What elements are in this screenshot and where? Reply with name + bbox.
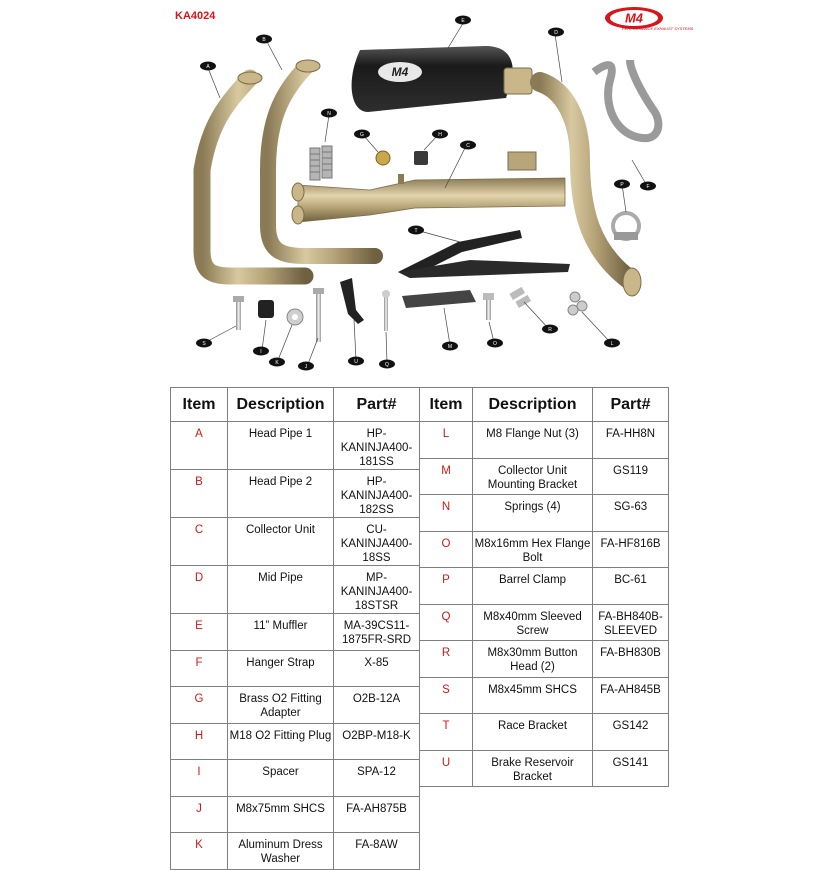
part-number-cell: GS141: [593, 750, 669, 787]
table-row: [420, 531, 669, 568]
table-row: [420, 458, 669, 495]
collector-bracket-m: [402, 290, 476, 308]
item-cell: R: [420, 641, 473, 678]
table-row: [171, 723, 420, 760]
washer-k: [287, 309, 303, 325]
table-row: [171, 566, 420, 614]
description-cell: Head Pipe 1: [228, 422, 334, 470]
svg-text:R: R: [548, 327, 552, 333]
svg-text:D: D: [554, 30, 558, 36]
svg-text:C: C: [466, 143, 470, 149]
springs-n: [310, 146, 332, 180]
part-number-cell: BC-61: [593, 568, 669, 605]
description-cell: M8x45mm SHCS: [473, 677, 593, 714]
svg-text:I: I: [260, 349, 262, 355]
description-cell: Collector Unit Mounting Bracket: [473, 458, 593, 495]
item-cell: A: [171, 422, 228, 470]
svg-text:F: F: [646, 184, 650, 190]
description-cell: M8 Flange Nut (3): [473, 422, 593, 459]
callout-e: [455, 16, 471, 25]
screw-s: [233, 296, 244, 330]
callout-s: [196, 339, 212, 348]
item-cell: M: [420, 458, 473, 495]
part-number-cell: FA-HF816B: [593, 531, 669, 568]
item-header: Item: [420, 388, 473, 422]
item-cell: F: [171, 650, 228, 687]
o2-fitting-g: [376, 151, 390, 165]
callout-a: [200, 62, 216, 71]
table-header-row: [420, 388, 669, 422]
table-row: [171, 470, 420, 518]
svg-text:O: O: [493, 341, 497, 347]
part-number-cell: GS119: [593, 458, 669, 495]
part-number-cell: MP-KANINJA400-18STSR: [334, 566, 420, 614]
part-number-cell: FA-HH8N: [593, 422, 669, 459]
svg-text:G: G: [360, 132, 364, 138]
table-row: [171, 518, 420, 566]
race-bracket-t: [398, 230, 570, 278]
description-cell: Springs (4): [473, 495, 593, 532]
svg-text:K: K: [275, 360, 279, 366]
description-cell: M8x75mm SHCS: [228, 796, 334, 833]
item-cell: C: [171, 518, 228, 566]
barrel-clamp-p: [613, 213, 639, 240]
callout-d: [548, 28, 564, 37]
callout-f: [640, 182, 656, 191]
item-cell: S: [420, 677, 473, 714]
description-cell: 11” Muffler: [228, 614, 334, 651]
description-cell: M18 O2 Fitting Plug: [228, 723, 334, 760]
item-cell: D: [171, 566, 228, 614]
item-cell: P: [420, 568, 473, 605]
description-cell: Mid Pipe: [228, 566, 334, 614]
description-cell: Race Bracket: [473, 714, 593, 751]
kit-code: KA4024: [175, 10, 216, 22]
callout-p: [614, 180, 630, 189]
part-number-cell: SPA-12: [334, 760, 420, 797]
table-row: [420, 604, 669, 641]
svg-text:H: H: [438, 132, 442, 138]
item-cell: H: [171, 723, 228, 760]
callout-k: [269, 358, 285, 367]
callout-r: [542, 325, 558, 334]
table-row: [420, 422, 669, 459]
callout-b: [256, 35, 272, 44]
svg-text:J: J: [304, 364, 308, 370]
svg-text:E: E: [461, 18, 465, 24]
part-number-cell: X-85: [334, 650, 420, 687]
part-number-cell: O2BP-M18-K: [334, 723, 420, 760]
part-number-cell: SG-63: [593, 495, 669, 532]
part-number-cell: FA-AH845B: [593, 677, 669, 714]
description-cell: Head Pipe 2: [228, 470, 334, 518]
reservoir-bracket-u: [340, 278, 364, 324]
table-row: [420, 677, 669, 714]
part-header: Part#: [334, 388, 420, 422]
description-cell: Barrel Clamp: [473, 568, 593, 605]
bolts-r: [509, 287, 531, 308]
part-number-cell: O2B-12A: [334, 687, 420, 724]
callout-n: [321, 109, 337, 118]
part-number-cell: FA-BH830B: [593, 641, 669, 678]
item-cell: G: [171, 687, 228, 724]
part-number-cell: FA-AH875B: [334, 796, 420, 833]
muffler-e: [352, 46, 532, 112]
description-header: Description: [473, 388, 593, 422]
svg-text:P: P: [620, 182, 624, 188]
parts-diagram: [170, 20, 670, 380]
o2-plug-h: [414, 151, 428, 165]
table-row: [171, 650, 420, 687]
table-row: [171, 760, 420, 797]
part-header: Part#: [593, 388, 669, 422]
item-cell: O: [420, 531, 473, 568]
description-cell: M8x40mm Sleeved Screw: [473, 604, 593, 641]
item-cell: B: [171, 470, 228, 518]
part-number-cell: GS142: [593, 714, 669, 751]
description-cell: Brake Reservoir Bracket: [473, 750, 593, 787]
item-cell: N: [420, 495, 473, 532]
callout-q: [379, 360, 395, 369]
callout-l: [604, 339, 620, 348]
item-cell: Q: [420, 604, 473, 641]
brand-tagline: PERFORMANCE EXHAUST SYSTEMS: [622, 26, 694, 31]
table-row: [171, 614, 420, 651]
part-number-cell: HP-KANINJA400-181SS: [334, 422, 420, 470]
description-cell: Brass O2 Fitting Adapter: [228, 687, 334, 724]
collector-unit-c: [292, 152, 565, 224]
hanger-strap-f: [594, 60, 658, 138]
table-row: [420, 750, 669, 787]
table-row: [420, 714, 669, 751]
spacer-i: [258, 300, 274, 318]
item-cell: I: [171, 760, 228, 797]
item-cell: U: [420, 750, 473, 787]
part-number-cell: FA-BH840B-SLEEVED: [593, 604, 669, 641]
parts-table-right: [419, 387, 669, 787]
svg-text:Q: Q: [385, 362, 389, 368]
table-row: [171, 833, 420, 870]
bolt-o: [483, 293, 494, 320]
table-row: [420, 641, 669, 678]
nuts-l: [568, 292, 587, 315]
callout-j: [298, 362, 314, 371]
item-cell: K: [171, 833, 228, 870]
description-header: Description: [228, 388, 334, 422]
item-cell: E: [171, 614, 228, 651]
item-header: Item: [171, 388, 228, 422]
svg-text:N: N: [327, 111, 331, 117]
callout-m: [442, 342, 458, 351]
callout-c: [460, 141, 476, 150]
svg-text:M: M: [447, 344, 453, 350]
description-cell: M8x16mm Hex Flange Bolt: [473, 531, 593, 568]
svg-text:A: A: [206, 64, 210, 70]
callout-o: [487, 339, 503, 348]
description-cell: Hanger Strap: [228, 650, 334, 687]
description-cell: Aluminum Dress Washer: [228, 833, 334, 870]
table-header-row: [171, 388, 420, 422]
table-row: [420, 495, 669, 532]
table-row: [420, 568, 669, 605]
svg-text:S: S: [202, 341, 206, 347]
item-cell: J: [171, 796, 228, 833]
callout-t: [408, 226, 424, 235]
callout-h: [432, 130, 448, 139]
svg-text:U: U: [354, 359, 358, 365]
screw-q: [382, 290, 390, 331]
screw-j: [313, 288, 324, 342]
callout-u: [348, 357, 364, 366]
part-number-cell: MA-39CS11-1875FR-SRD: [334, 614, 420, 651]
item-cell: T: [420, 714, 473, 751]
svg-text:T: T: [414, 228, 418, 234]
muffler-logo-text: M4: [391, 65, 409, 79]
table-row: [171, 422, 420, 470]
table-row: [171, 796, 420, 833]
parts-table-left: [170, 387, 420, 870]
brand-logo-text: M4: [624, 10, 644, 26]
svg-text:L: L: [610, 341, 614, 347]
part-number-cell: CU-KANINJA400-18SS: [334, 518, 420, 566]
part-number-cell: HP-KANINJA400-182SS: [334, 470, 420, 518]
description-cell: Spacer: [228, 760, 334, 797]
callout-i: [253, 347, 269, 356]
description-cell: M8x30mm Button Head (2): [473, 641, 593, 678]
description-cell: Collector Unit: [228, 518, 334, 566]
svg-text:B: B: [262, 37, 266, 43]
table-row: [171, 687, 420, 724]
callout-g: [354, 130, 370, 139]
part-number-cell: FA-8AW: [334, 833, 420, 870]
item-cell: L: [420, 422, 473, 459]
